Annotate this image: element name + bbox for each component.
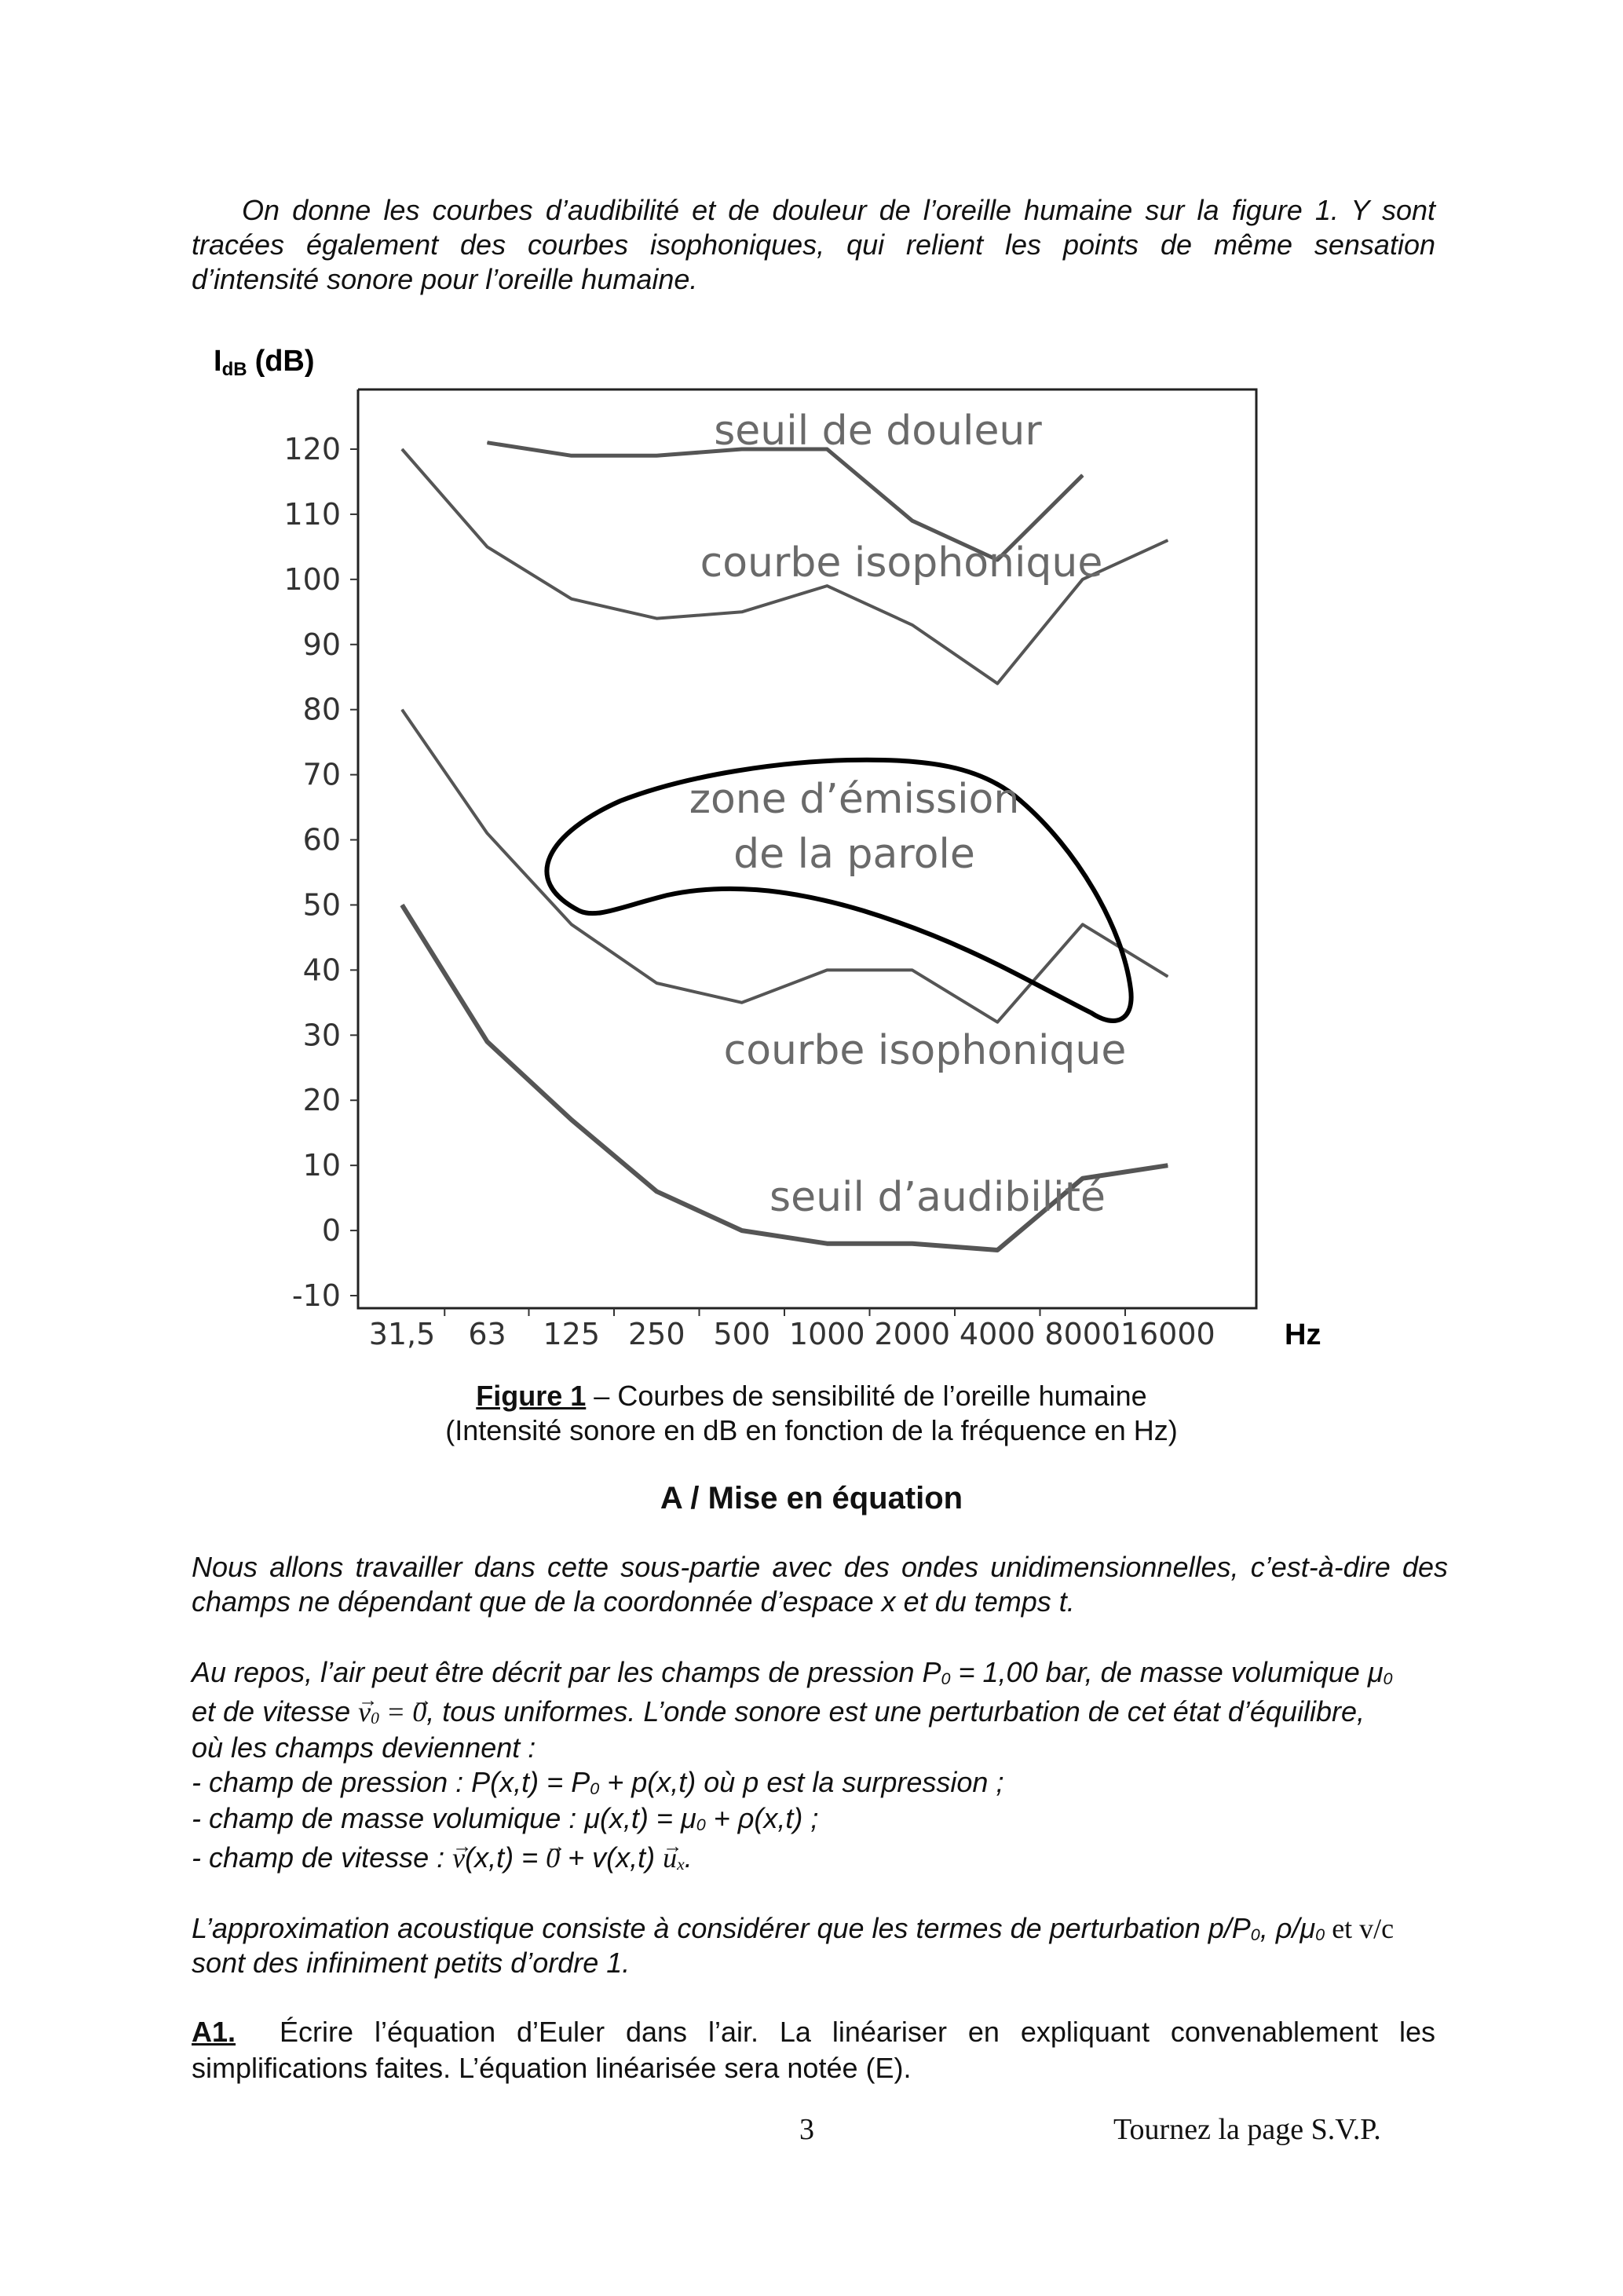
vector-zero: → 0: [412, 1695, 426, 1729]
question-a1-line-2: simplifications faites. L’équation linéarisée sera notée (E).: [192, 2052, 912, 2084]
series-point: [1082, 475, 1083, 476]
p2-line-3: où les champs deviennent :: [192, 1731, 536, 1764]
p1-line-1: Nous allons travailler dans cette sous-partie avec des ondes unidimensionnelles, c’est-à-dire des: [192, 1551, 1448, 1583]
y-tick-label: 80: [302, 692, 341, 727]
y-tick-label: 50: [302, 887, 341, 923]
caption-label: Figure 1: [476, 1380, 587, 1412]
x-tick-label: 250: [627, 1317, 685, 1351]
series-point: [487, 442, 488, 443]
turn-page-note: Tournez la page S.V.P.: [1113, 2113, 1381, 2146]
series-point: [571, 455, 572, 456]
x-axis-unit: Hz: [1285, 1318, 1321, 1351]
series-point: [487, 833, 488, 834]
p2-bullet-density: - champ de masse volumique : $\mu(x,t) = \mu_0 + \rho(x,t)$ ;: [192, 1802, 819, 1835]
annotation-speech-zone-1: zone d’émission: [689, 776, 1020, 823]
intro-line-3: d’intensité sonore pour l’oreille humaine.: [192, 263, 698, 295]
y-tick-label: 40: [302, 952, 341, 988]
p3-line-1: L’approximation acoustique consiste à considérer que les termes de perturbation $p/P_0$, $\rho/\mu_0$ et v/c: [192, 1912, 1395, 1945]
series-point: [402, 709, 403, 710]
figure-caption: [0, 1379, 1623, 1448]
page-number: 3: [799, 2113, 814, 2146]
question-a1-line-1: A1. Écrire l’équation d’Euler dans l’air. La linéariser en expliquant convenablement les: [192, 2016, 1435, 2048]
x-tick-label: 125: [543, 1317, 601, 1351]
series-point: [487, 1041, 488, 1042]
intro-line-1: On donne les courbes d’audibilité et de douleur de l’oreille humaine sur la figure 1. Y sont: [242, 194, 1435, 226]
x-tick-label: 16000: [1120, 1317, 1215, 1351]
series-point: [741, 1230, 742, 1231]
vector-v: → v: [452, 1841, 465, 1875]
vector-zero-2: → 0: [546, 1841, 560, 1875]
annotation-pain-threshold: seuil de douleur: [714, 408, 1042, 455]
intro-line-2: tracées également des courbes isophoniques, qui relient les points de même sensation: [192, 229, 1435, 261]
p3-line-2: sont des infiniment petits d’ordre 1.: [192, 1947, 631, 1979]
x-tick-label: 8000: [1044, 1317, 1121, 1351]
series-point: [656, 618, 657, 619]
series-point: [827, 970, 828, 971]
p2-line-2: et de vitesse → $v_0$ = → 0, tous uniformes. L’onde sonore est une perturbation de cet état d’équilibre,: [192, 1695, 1448, 1729]
x-tick-label: 1000: [788, 1317, 865, 1351]
y-tick-label: 100: [283, 561, 341, 597]
series-point: [402, 449, 403, 450]
x-tick-label: 4000: [959, 1317, 1036, 1351]
y-tick-label: 90: [302, 627, 341, 662]
series-point: [571, 924, 572, 925]
series-point: [997, 1249, 998, 1250]
y-tick-label: 60: [302, 822, 341, 857]
p2-line-1: Au repos, l’air peut être décrit par les champs de pression $P_0 = 1,00$ bar, de masse volumique $\mu_0$: [192, 1656, 1393, 1689]
series-point: [571, 598, 572, 599]
x-tick-label: 2000: [874, 1317, 951, 1351]
series-point: [656, 982, 657, 983]
question-a1-label: A1.: [192, 2016, 236, 2048]
caption-line-1: [0, 1379, 1623, 1413]
series-point: [1082, 924, 1083, 925]
y-tick-label: 10: [302, 1148, 341, 1183]
vector-v0: → v: [358, 1695, 371, 1729]
x-tick-label: 500: [713, 1317, 771, 1351]
section-title: A / Mise en équation: [660, 1481, 963, 1515]
annotation-isophonic-upper: courbe isophonique: [700, 539, 1103, 587]
series-point: [656, 1191, 657, 1192]
y-tick-label: 70: [302, 757, 341, 792]
y-tick-label: 110: [283, 496, 341, 532]
caption-line-2: (Intensité sonore en dB en fonction de la fréquence en Hz): [445, 1414, 1178, 1446]
annotation-speech-zone-2: de la parole: [733, 831, 975, 878]
series-point: [656, 455, 657, 456]
y-tick-label: 0: [321, 1213, 341, 1249]
x-tick-label: 31,5: [368, 1317, 436, 1351]
annotation-isophonic-lower: courbe isophonique: [723, 1027, 1127, 1074]
y-tick-label: 30: [302, 1018, 341, 1053]
y-tick-label: -10: [291, 1278, 341, 1313]
annotation-hearing-threshold: seuil d’audibilité: [769, 1174, 1106, 1221]
p2-bullet-velocity: - champ de vitesse : → v(x,t) = → $0 + v(x,t) \to u_x$.: [192, 1841, 693, 1875]
series-point: [827, 1243, 828, 1244]
series-point: [571, 1120, 572, 1121]
series-point: [997, 683, 998, 684]
y-tick-label: 120: [283, 432, 341, 466]
vector-ux: → u: [663, 1841, 677, 1875]
x-tick-label: 63: [468, 1317, 506, 1351]
caption-text: – Courbes de sensibilité de l’oreille humaine: [586, 1380, 1147, 1412]
y-tick-label: 20: [302, 1083, 341, 1118]
p2-bullet-pressure: - champ de pression : $P(x,t) = P_0 + p(x,t)$ où p est la surpression ;: [192, 1766, 1004, 1799]
series-point: [741, 1002, 742, 1003]
p1-line-2: champs ne dépendant que de la coordonnée d’espace x et du temps t.: [192, 1585, 1075, 1618]
y-axis-label: IdB (dB): [214, 345, 315, 380]
